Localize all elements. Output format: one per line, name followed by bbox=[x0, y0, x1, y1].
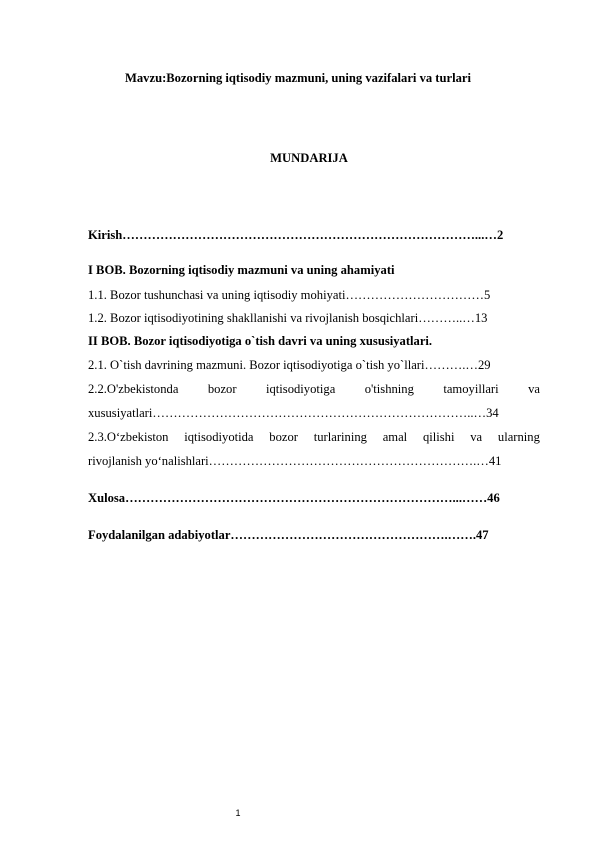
toc-item-2-3-second-line: rivojlanish yo‘nalishlari……………………………………………………….…41 bbox=[88, 454, 502, 468]
toc-word: o'tishning bbox=[364, 382, 414, 396]
toc-item-1-1: 1.1. Bozor tushunchasi va uning iqtisodiy mohiyati……………………………5 bbox=[88, 288, 491, 302]
toc-item-2-1: 2.1. O`tish davrining mazmuni. Bozor iqtisodiyotiga o`tish yo`llari……….…29 bbox=[88, 358, 491, 372]
toc-word: va bbox=[528, 382, 540, 396]
toc-word: va bbox=[470, 430, 483, 444]
toc-item-2-2-first-line bbox=[88, 381, 540, 397]
toc-kirish: Kirish…………………………………………………………………………...…2 bbox=[88, 228, 504, 242]
contents-heading: MUNDARIJA bbox=[270, 151, 348, 165]
toc-word: bozor bbox=[207, 382, 237, 396]
toc-word: ularning bbox=[497, 430, 540, 444]
toc-xulosa: Xulosa……………………………………………………………………...……46 bbox=[88, 491, 500, 505]
toc-word: amal bbox=[382, 430, 408, 444]
toc-word: iqtisodiyotida bbox=[184, 430, 254, 444]
toc-adabiyotlar: Foydalanilgan adabiyotlar…………………………………………….…….47 bbox=[88, 528, 489, 542]
document-title: Mavzu:Bozorning iqtisodiy mazmuni, uning vazifalari va turlari bbox=[125, 71, 471, 85]
page-number: 1 bbox=[235, 808, 241, 818]
toc-word: iqtisodiyotiga bbox=[266, 382, 336, 396]
toc-word: qilishi bbox=[422, 430, 455, 444]
toc-item-2-2-second-line: xususiyatlari…………………………………………………………………..…34 bbox=[88, 406, 499, 420]
toc-word: bozor bbox=[269, 430, 298, 444]
toc-word: 2.3.O‘zbekiston bbox=[88, 430, 169, 444]
toc-word: tamoyillari bbox=[443, 382, 499, 396]
toc-word: turlarining bbox=[313, 430, 367, 444]
toc-chapter2-title: II BOB. Bozor iqtisodiyotiga o`tish davri va uning xususiyatlari. bbox=[88, 334, 433, 348]
toc-item-1-2: 1.2. Bozor iqtisodiyotining shakllanishi va rivojlanish bosqichlari………..…13 bbox=[88, 311, 488, 325]
toc-chapter1-title: I BOB. Bozorning iqtisodiy mazmuni va uning ahamiyati bbox=[88, 263, 395, 277]
toc-item-2-3-first-line bbox=[88, 429, 540, 445]
toc-word: 2.2.O'zbekistonda bbox=[88, 382, 179, 396]
